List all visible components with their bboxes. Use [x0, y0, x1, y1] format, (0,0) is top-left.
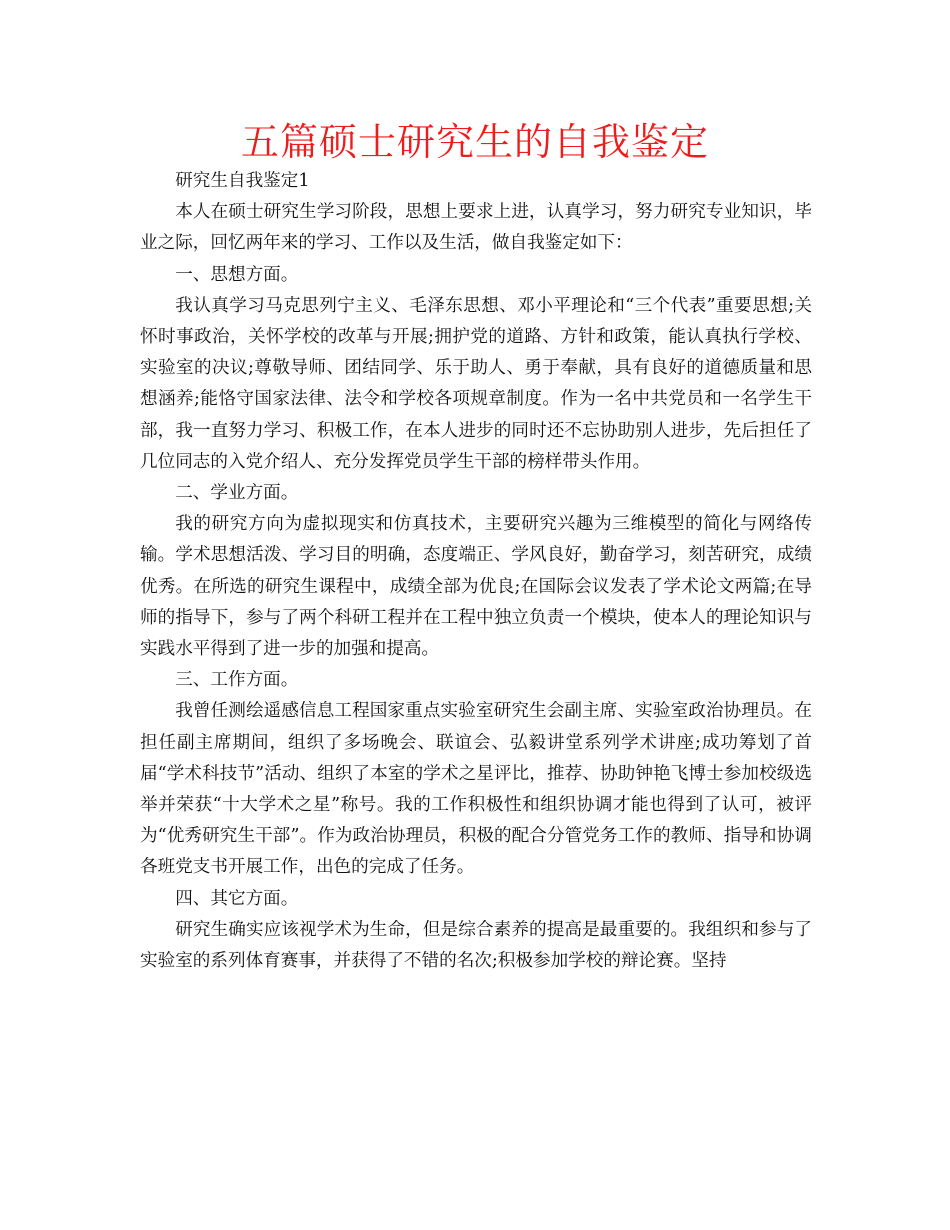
section-heading: 三、工作方面。 — [175, 670, 299, 691]
section-heading: 二、学业方面。 — [175, 483, 299, 504]
paragraph: 我的研究方向为虚拟现实和仿真技术，主要研究兴趣为三维模型的简化与网络传输。学术思想活泼、学习目的明确，态度端正、学风良好，勤奋学习，刻苦研究，成绩优秀。在所选的研究生课程中，成绩全部为优良;在国际会议发表了学术论文两篇;在导师的指导下，参与了两个科研工程并在工程中独立负责一个模块，使本人的理论知识与实践水平得到了进一步的加强和提高。 — [140, 514, 812, 660]
document-body — [140, 166, 812, 977]
paragraph: 研究生确实应该视学术为生命，但是综合素养的提高是最重要的。我组织和参与了实验室的系列体育赛事，并获得了不错的名次;积极参加学校的辩论赛。坚持 — [140, 919, 812, 972]
section-heading: 四、其它方面。 — [175, 888, 299, 909]
document-title: 五篇硕士研究生的自我鉴定 — [240, 120, 709, 164]
paragraph: 本人在硕士研究生学习阶段，思想上要求上进，认真学习，努力研究专业知识，毕业之际，回忆两年来的学习、工作以及生活，做自我鉴定如下： — [140, 202, 812, 254]
paragraph: 我曾任测绘遥感信息工程国家重点实验室研究生会副主席、实验室政治协理员。在担任副主席期间，组织了多场晚会、联谊会、弘毅讲堂系列学术讲座;成功筹划了首届“学术科技节”活动、组织了本室的学术之星评比，推荐、协助钟艳飞博士参加校级选举并荣获“十大学术之星”称号。我的工作积极性和组织协调才能也得到了认可，被评为“优秀研究生干部”。作为政治协理员，积极的配合分管党务工作的教师、指导和协调各班党支书开展工作，出色的完成了任务。 — [140, 701, 812, 878]
section-heading: 研究生自我鉴定1 — [175, 171, 310, 191]
section-heading: 一、思想方面。 — [175, 264, 299, 285]
paragraph: 我认真学习马克思列宁主义、毛泽东思想、邓小平理论和“三个代表”重要思想;关怀时事政治，关怀学校的改革与开展;拥护党的道路、方针和政策，能认真执行学校、实验室的决议;尊敬导师、团结同学、乐于助人、勇于奉献，具有良好的道德质量和思想涵养;能恪守国家法律、法令和学校各项规章制度。作为一名中共党员和一名学生干部，我一直努力学习、积极工作，在本人进步的同时还不忘协助别人进步，先后担任了几位同志的入党介绍人、充分发挥党员学生干部的榜样带头作用。 — [140, 295, 812, 472]
